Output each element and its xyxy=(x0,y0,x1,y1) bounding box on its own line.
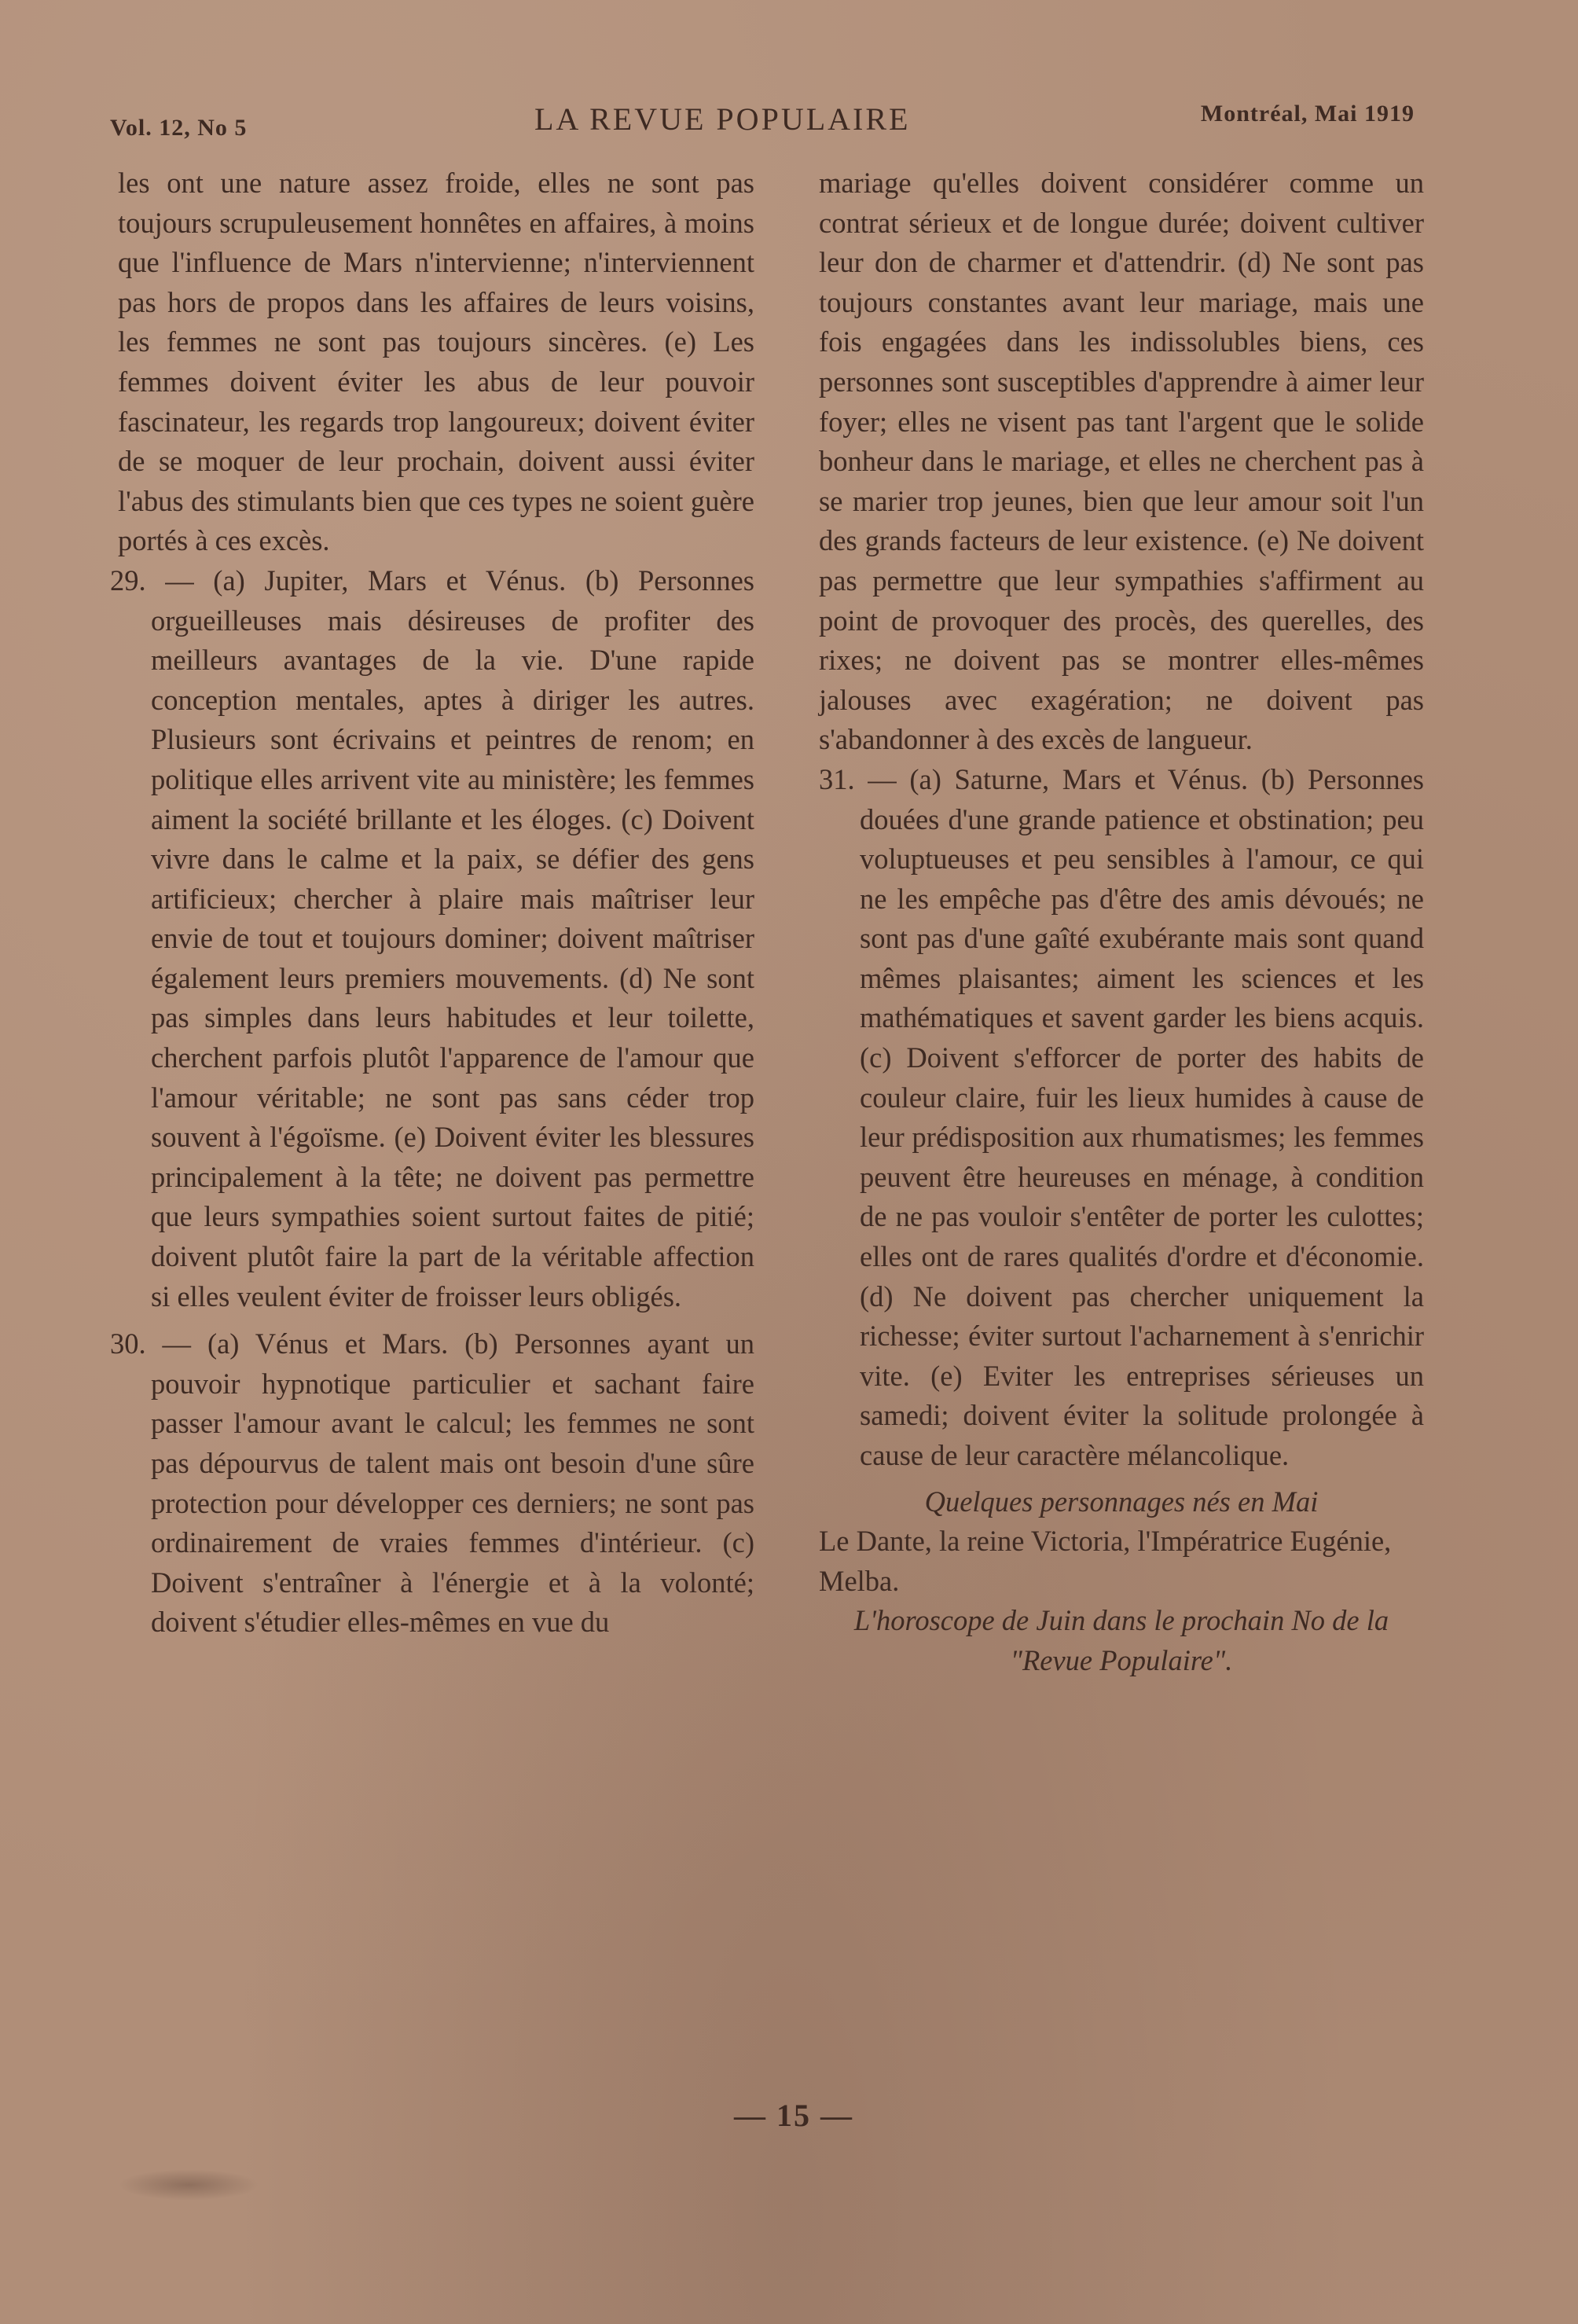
paper-stain xyxy=(118,2169,259,2201)
continued-paragraph: les ont une nature assez froide, elles ne sont pas toujours scrupuleusement honnêtes en affaires, à moins que l'influence de Mars n'intervienne; n'interviennent pas hors de propos dans les affaires de leurs voisins, les femmes ne sont pas toujours sincères. (e) Les femmes doivent éviter les abus de leur pouvoir fascinateur, les regards trop langoureux; doivent éviter de se moquer de leur prochain, doivent aussi éviter l'abus des stimulants bien que ces types ne soient guère portés à ces excès. xyxy=(118,167,754,557)
volume-number: Vol. 12, No 5 xyxy=(110,115,248,141)
notable-births-list: Le Dante, la reine Victoria, l'Impératrice Eugénie, Melba. xyxy=(819,1525,1392,1597)
issue-date: Montréal, Mai 1919 xyxy=(1200,101,1415,127)
notable-births-heading: Quelques personnages nés en Mai xyxy=(924,1485,1319,1518)
closing-notes xyxy=(819,1482,1424,1681)
continued-paragraph-right: mariage qu'elles doivent considérer comme un contrat sérieux et de longue durée; doivent cultiver leur don de charmer et d'attendrir. (d) Ne sont pas toujours constantes avant leur mariage, mais une fois engagées dans les indissolubles biens, ces personnes sont susceptibles d'apprendre à aimer leur foyer; elles ne visent pas tant l'argent que le solide bonheur dans le mariage, et elles ne cherchent pas à se marier trop jeunes, bien que leur amour soit l'un des grands facteurs de leur existence. (e) Ne doivent pas permettre que leur sympathies s'affirment au point de provoquer des procès, des querelles, des rixes; ne doivent pas se montrer elles-mêmes jalouses avec exagération; ne doivent pas s'abandonner à des excès de langueur. xyxy=(819,167,1424,756)
next-issue-note: L'horoscope de Juin dans le prochain No de la "Revue Populaire". xyxy=(853,1604,1389,1676)
entry-31: 31. — (a) Saturne, Mars et Vénus. (b) Personnes douées d'une grande patience et obstination; peu voluptueuses et peu sensibles à l'amour, ce qui ne les empêche pas d'être des amis dévoués; ne sont pas d'une gaîté exubérante mais sont quand mêmes plaisantes; aiment les sciences et les mathématiques et savent garder les biens acquis. (c) Doivent s'efforcer de porter des habits de couleur claire, fuir les lieux humides à cause de leur prédisposition aux rhumatismes; les femmes peuvent être heureuses en ménage, à condition de ne pas vouloir s'entêter de porter les culottes; elles ont de rares qualités d'ordre et d'économie. (d) Ne doivent pas chercher uniquement la richesse; éviter surtout l'acharnement à s'enrichir vite. (e) Eviter les entreprises sérieuses un samedi; doivent éviter la solitude prolongée à cause de leur caractère mélancolique. xyxy=(819,762,1424,1471)
entry-30: 30. — (a) Vénus et Mars. (b) Personnes ayant un pouvoir hypnotique particulier et sachant faire passer l'amour avant le calcul; les femmes ne sont pas dépourvus de talent mais ont besoin d'une sûre protection pour développer ces derniers; ne sont pas ordinairement de vraies femmes d'intérieur. (c) Doivent s'entraîner à l'énergie et à la volonté; doivent s'étudier elles-mêmes en vue du xyxy=(110,1327,754,1639)
page-number: — 15 — xyxy=(734,2098,853,2133)
entry-29: 29. — (a) Jupiter, Mars et Vénus. (b) Personnes orgueilleuses mais désireuses de profiter des meilleurs avantages de la vie. D'une rapide conception mentales, aptes à diriger les autres. Plusieurs sont écrivains et peintres de renom; en politique elles arrivent vite au ministère; les femmes aiment la société brillante et les éloges. (c) Doivent vivre dans le calme et la paix, se défier des gens artificieux; chercher à plaire mais maîtriser leur envie de tout et toujours dominer; doivent maîtriser également leurs premiers mouvements. (d) Ne sont pas simples dans leurs habitudes et leur toilette, cherchent parfois plutôt l'apparence de l'amour que l'amour véritable; ne sont pas sans céder trop souvent à l'égoïsme. (e) Doivent éviter les blessures principalement à la tête; ne doivent pas permettre que leurs sympathies soient surtout faites de pitié; doivent plutôt faire la part de la véritable affection si elles veulent éviter de froisser leurs obligés. xyxy=(110,564,754,1313)
publication-title: LA REVUE POPULAIRE xyxy=(534,101,911,137)
right-column xyxy=(819,163,1424,1681)
running-header xyxy=(110,101,1415,148)
left-column xyxy=(110,163,754,1643)
